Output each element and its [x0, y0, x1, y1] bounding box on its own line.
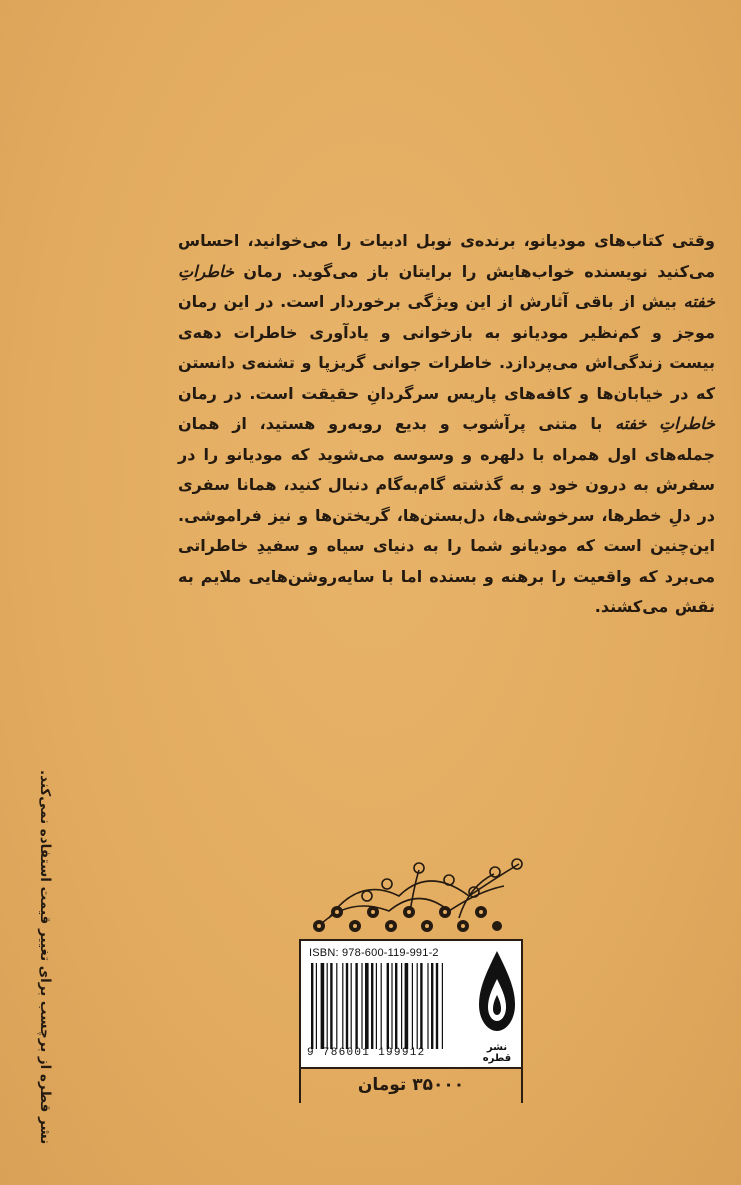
book-title-2: خاطراتِ خفته	[615, 414, 716, 433]
barcode-bar	[381, 963, 382, 1049]
barcode-box	[299, 939, 523, 1069]
barcode-bar	[442, 963, 443, 1049]
book-title-1: خاطراتِ خفته	[178, 261, 715, 311]
blurb-text-2: بیش از باقی آثارش از این ویژگی برخوردار است. در این رمان موجز و کم‌نظیر مودیانو به بازخوانی و یادآوری خاطرات دهه‌ی بیست زندگی‌اش می‌پردازد. خاطرات جوانی گریزپا و تشنه‌ی دانستن که در خیابان‌ها و کافه‌های پاریس سرگردانِ حقیقت است. در رمان	[178, 292, 715, 403]
barcode-bar	[351, 963, 352, 1049]
barcode-bar	[395, 963, 397, 1049]
blurb-paragraph	[178, 226, 715, 623]
barcode-bar	[371, 963, 373, 1049]
barcode-bar	[327, 963, 328, 1049]
barcode-bar	[311, 963, 313, 1049]
barcode-bar	[321, 963, 325, 1049]
barcode-bar	[336, 963, 337, 1049]
price-text: ۳۵۰۰۰ تومان	[357, 1075, 465, 1095]
price-label-note-text: نشر قطره از برچسب برای تغییر قیمت استفاده نمی‌کند.	[37, 770, 53, 1145]
barcode-bar	[365, 963, 369, 1049]
book-blurb	[178, 226, 715, 623]
barcode-bar	[361, 963, 362, 1049]
price-label-note	[34, 770, 56, 1160]
barcode-bar	[427, 963, 428, 1049]
barcode-bar	[401, 963, 402, 1049]
barcode-bar	[330, 963, 332, 1049]
blurb-text-3: با متنی پرآشوب و بدیع روبه‌رو هستید، از همان جمله‌های اول همراه با دلهره و وسوسه می‌شوید که مودیانو را در سفرش به درون خود و به گذشته گام‌به‌گام دنبال کنید، همانا سفری در دلِ خطرها، سرخوشی‌ها، دل‌بستن‌ها، گریختن‌ها و نیز فراموشی. این‌چنین است که مودیانو شما را به دنیای سیاه و سفیدِ خاطراتی می‌برد که واقعیت را برهنه و بسنده اما با سایه‌روشن‌هایی ملایم به نقش می‌کشند.	[178, 414, 715, 616]
blurb-text-1: وقتی کتاب‌های مودیانو، برنده‌ی نوبل ادبیات را می‌خوانید، احساس می‌کنید نویسنده خواب‌هایش را برایتان باز می‌گوید. رمان	[178, 231, 715, 281]
barcode-bar	[342, 963, 343, 1049]
isbn-label: ISBN: 978-600-119-991-2	[309, 947, 439, 959]
barcode-bar	[417, 963, 418, 1049]
price-box	[299, 1069, 523, 1103]
barcode-bar	[405, 963, 409, 1049]
barcode-bar	[412, 963, 413, 1049]
barcode-bar	[391, 963, 392, 1049]
barcode-bar	[355, 963, 357, 1049]
barcode-bar	[387, 963, 389, 1049]
barcode-icon	[309, 963, 469, 1049]
barcode-bar	[346, 963, 348, 1049]
barcode-bar	[436, 963, 438, 1049]
droplet-logo-icon	[475, 945, 519, 1045]
decorative-emblem-icon	[299, 856, 531, 936]
barcode-bar	[316, 963, 317, 1049]
barcode-bar	[376, 963, 377, 1049]
barcode-bar	[420, 963, 422, 1049]
barcode-bar	[431, 963, 433, 1049]
barcode-digits: 9 786001 199912	[307, 1047, 426, 1059]
publisher-name: نشر قطره	[482, 1042, 512, 1064]
